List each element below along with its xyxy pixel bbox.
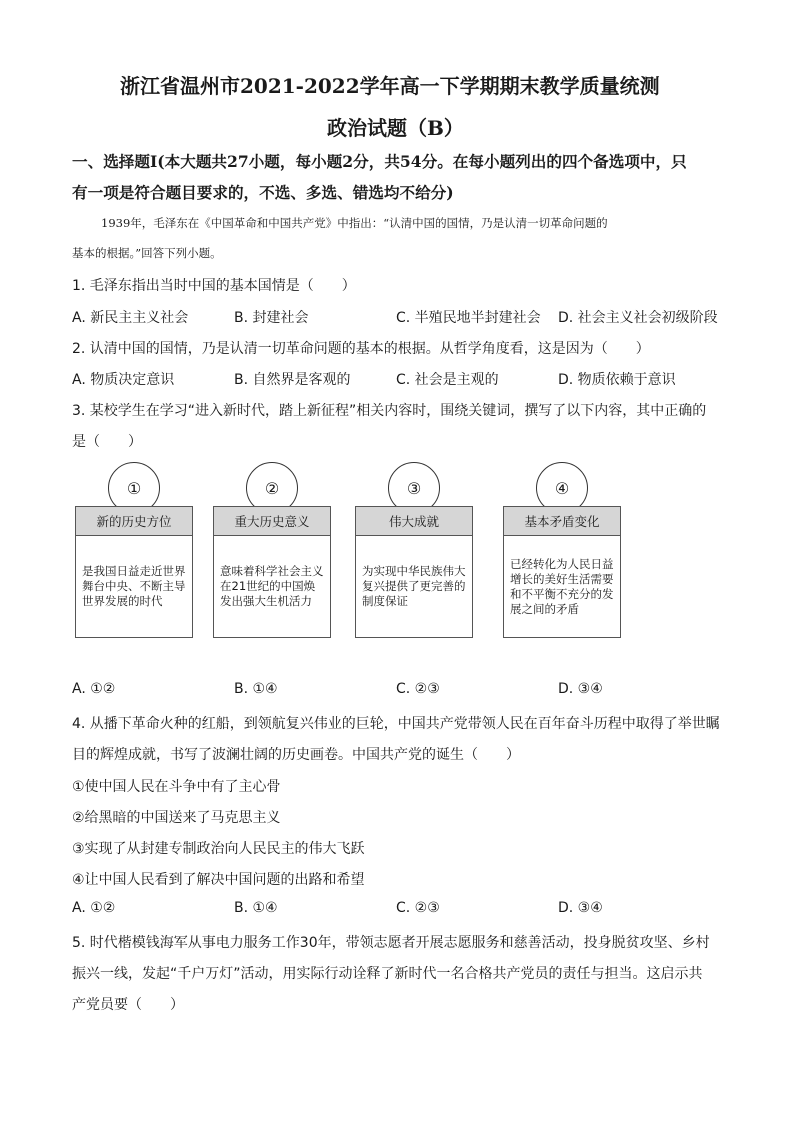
section-heading-line2: 有一项是符合题目要求的，不选、多选、错选均不给分) <box>72 183 454 202</box>
q4-option-c[interactable]: C. ②③ <box>396 900 440 916</box>
q4-item-2: ②给黑暗的中国送来了马克思主义 <box>72 810 281 826</box>
q4-item-1: ①使中国人民在斗争中有了主心骨 <box>72 779 281 795</box>
q4-item-4: ④让中国人民看到了解决中国问题的出路和希望 <box>72 872 365 888</box>
q5-stem-line3: 产党员要（ ） <box>72 997 184 1013</box>
q3-card-4-number: ④ <box>536 462 588 514</box>
q1-option-d[interactable]: D. 社会主义社会初级阶段 <box>558 310 718 326</box>
q3-card-3-heading: 伟大成就 <box>355 506 473 536</box>
q3-card-1-heading: 新的历史方位 <box>75 506 193 536</box>
q1-stem: 1. 毛泽东指出当时中国的基本国情是（ ） <box>72 278 356 294</box>
q2-option-b[interactable]: B. 自然界是客观的 <box>234 372 351 388</box>
q5-stem-line1: 5. 时代楷模钱海军从事电力服务工作30年，带领志愿者开展志愿服务和慈善活动，投身脱贫攻坚、乡村 <box>72 935 710 951</box>
q1-option-c[interactable]: C. 半殖民地半封建社会 <box>396 310 541 326</box>
q2-stem: 2. 认清中国的国情，乃是认清一切革命问题的基本的根据。从哲学角度看，这是因为（ ） <box>72 341 650 357</box>
q3-card-3-body: 为实现中华民族伟大复兴提供了更完善的制度保证 <box>355 536 473 638</box>
q2-option-a[interactable]: A. 物质决定意识 <box>72 372 175 388</box>
q3-card-2-body: 意味着科学社会主义在21世纪的中国焕发出强大生机活力 <box>213 536 331 638</box>
q3-card-3-number: ③ <box>388 462 440 514</box>
q3-stem-line1: 3. 某校学生在学习“进入新时代，踏上新征程”相关内容时，围绕关键词，撰写了以下内容，其中正确的 <box>72 403 707 419</box>
q2-option-c[interactable]: C. 社会是主观的 <box>396 372 499 388</box>
q1-option-a[interactable]: A. 新民主主义社会 <box>72 310 189 326</box>
q5-stem-line2: 振兴一线，发起“千户万灯”活动，用实际行动诠释了新时代一名合格共产党员的责任与担当。这启示共 <box>72 966 703 982</box>
page-title: 浙江省温州市2021-2022学年高一下学期期末教学质量统测 <box>120 74 660 98</box>
page-subtitle: 政治试题（B） <box>327 116 464 140</box>
q3-card-2-heading: 重大历史意义 <box>213 506 331 536</box>
q3-option-b[interactable]: B. ①④ <box>234 681 278 697</box>
q3-card-4-body: 已经转化为人民日益增长的美好生活需要和不平衡不充分的发展之间的矛盾 <box>503 536 621 638</box>
intro-text-line1: 1939年，毛泽东在《中国革命和中国共产党》中指出：“认清中国的国情，乃是认清一切革命问题的 <box>101 216 608 230</box>
q3-option-c[interactable]: C. ②③ <box>396 681 440 697</box>
intro-text-line2: 基本的根据。”回答下列小题。 <box>72 246 222 260</box>
q3-stem-line2: 是（ ） <box>72 434 142 450</box>
q3-card-1-number: ① <box>108 462 160 514</box>
q3-card-1-body: 是我国日益走近世界舞台中央、不断主导世界发展的时代 <box>75 536 193 638</box>
q3-card-4-heading: 基本矛盾变化 <box>503 506 621 536</box>
q4-option-a[interactable]: A. ①② <box>72 900 116 916</box>
q4-item-3: ③实现了从封建专制政治向人民民主的伟大飞跃 <box>72 841 365 857</box>
q3-card-2-number: ② <box>246 462 298 514</box>
q1-option-b[interactable]: B. 封建社会 <box>234 310 309 326</box>
q4-option-b[interactable]: B. ①④ <box>234 900 278 916</box>
section-heading-line1: 一、选择题Ⅰ(本大题共27小题，每小题2分，共54分。在每小题列出的四个备选项中，只 <box>72 152 687 171</box>
q3-option-d[interactable]: D. ③④ <box>558 681 603 697</box>
q3-option-a[interactable]: A. ①② <box>72 681 116 697</box>
q2-option-d[interactable]: D. 物质依赖于意识 <box>558 372 676 388</box>
q4-stem-line1: 4. 从播下革命火种的红船，到领航复兴伟业的巨轮，中国共产党带领人民在百年奋斗历程中取得了举世瞩 <box>72 716 720 732</box>
q4-stem-line2: 目的辉煌成就，书写了波澜壮阔的历史画卷。中国共产党的诞生（ ） <box>72 747 520 763</box>
q4-option-d[interactable]: D. ③④ <box>558 900 603 916</box>
